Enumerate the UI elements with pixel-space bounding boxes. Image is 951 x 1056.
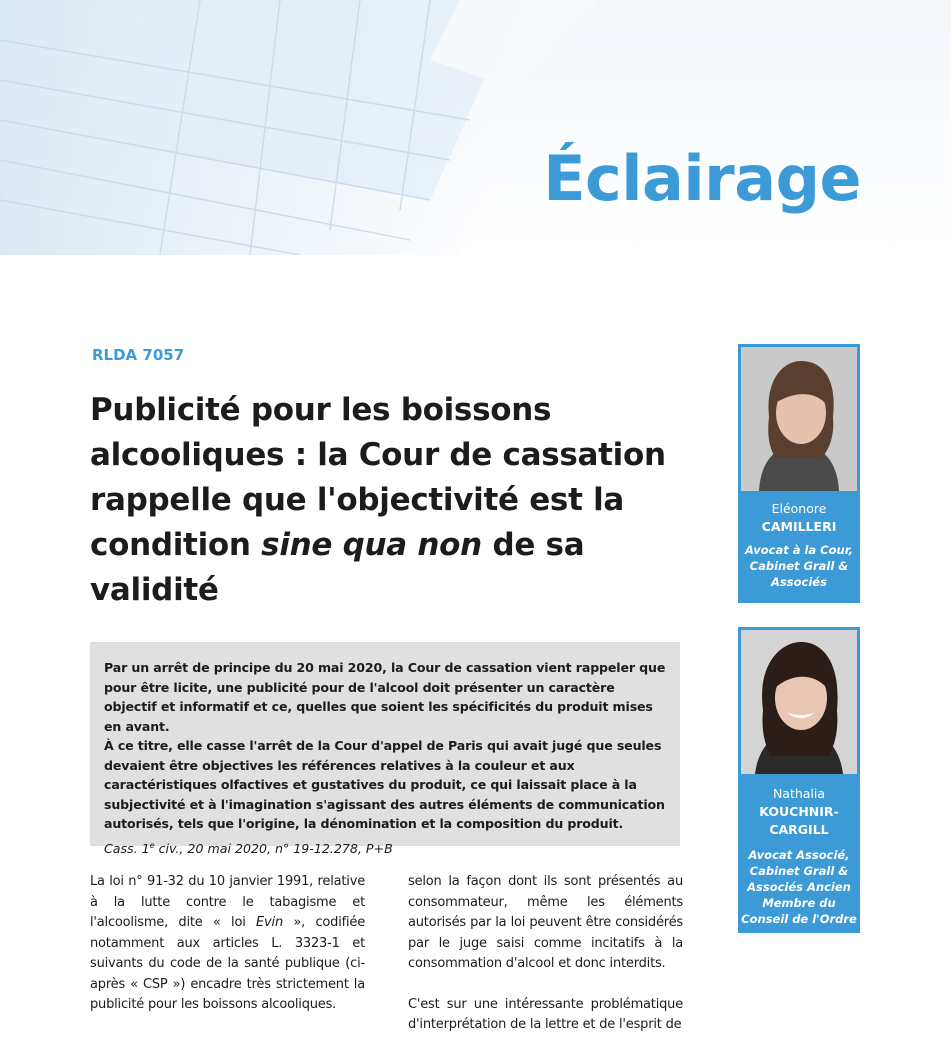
text-run: La loi n° 91-32 du 10 janvier 1991, relative à la lutte contre le tabagisme et l'alcoolisme, dite « loi xyxy=(90,874,365,930)
author-first-name: Nathalia xyxy=(772,786,826,801)
article-headline xyxy=(90,388,700,613)
citation-part: Cass. 1 xyxy=(104,840,150,856)
portrait-icon xyxy=(741,347,857,491)
article-reference: RLDA 7057 xyxy=(92,346,185,364)
author-first-name: Eléonore xyxy=(771,501,827,516)
author-last-name: KOUCHNIR-CARGILL xyxy=(759,804,839,837)
author-card xyxy=(738,344,860,603)
portrait-icon xyxy=(741,630,857,774)
author-name xyxy=(738,785,860,839)
author-last-name: CAMILLERI xyxy=(761,519,837,534)
author-photo xyxy=(741,630,857,774)
citation-part: civ., 20 mai 2020, n° 19-12.278, P+B xyxy=(154,840,393,856)
body-column-2 xyxy=(408,872,683,1056)
text-run: », codifiée notamment aux articles L. 3323-1 et suivants du code de la santé publique (ci-après « CSP ») encadre très strictement la publicité pour les boissons alcooliques. xyxy=(90,915,365,1012)
summary-paragraph: Par un arrêt de principe du 20 mai 2020, la Cour de cassation vient rappeler que pour être licite, une publicité pour de l'alcool doit présenter un caractère objectif et informatif et ce, quelles que soient les spécificités du produit mises en avant. xyxy=(104,660,666,734)
summary-box xyxy=(90,642,680,856)
header-banner xyxy=(0,0,951,255)
author-name xyxy=(738,500,860,536)
text-italic: Evin xyxy=(256,915,283,930)
body-paragraph: selon la façon dont ils sont présentés au consommateur, même les éléments autorisés par la loi peuvent être considérés par le juge saisi comme incitatifs à la consommation d'alcool et donc interdits. xyxy=(408,874,683,971)
case-citation xyxy=(104,836,666,859)
author-role: Avocat à la Cour, Cabinet Grall & Associés xyxy=(744,543,854,589)
author-role: Avocat Associé, Cabinet Grall & Associés Ancien Membre du Conseil de l'Ordre xyxy=(741,848,857,926)
author-card xyxy=(738,627,860,933)
body-column-1 xyxy=(90,872,365,1036)
headline-part: Publicité pour les boissons alcooliques : la Cour de cassation rappelle que l'objectivité est la condition xyxy=(90,392,666,563)
headline-italic: sine qua non xyxy=(261,527,482,563)
author-photo xyxy=(741,347,857,491)
citation-superscript: e xyxy=(149,840,155,850)
building-graphic xyxy=(0,0,951,255)
body-paragraph xyxy=(90,872,365,1016)
body-paragraph: C'est sur une intéressante problématique d'interprétation de la lettre et de l'esprit de xyxy=(408,996,683,1032)
section-title: Éclairage xyxy=(543,142,861,215)
headline-part: de sa validité xyxy=(90,527,585,608)
summary-paragraph: À ce titre, elle casse l'arrêt de la Cour d'appel de Paris qui avait jugé que seules devaient être objectives les références relatives à la couleur et aux caractéristiques olfactives et gustatives du produit, ce qui laissait place à la subjectivité et à l'imagination s'agissant des autres éléments de communication autorisés, tels que l'origine, la dénomination et la composition du produit. xyxy=(104,738,665,831)
